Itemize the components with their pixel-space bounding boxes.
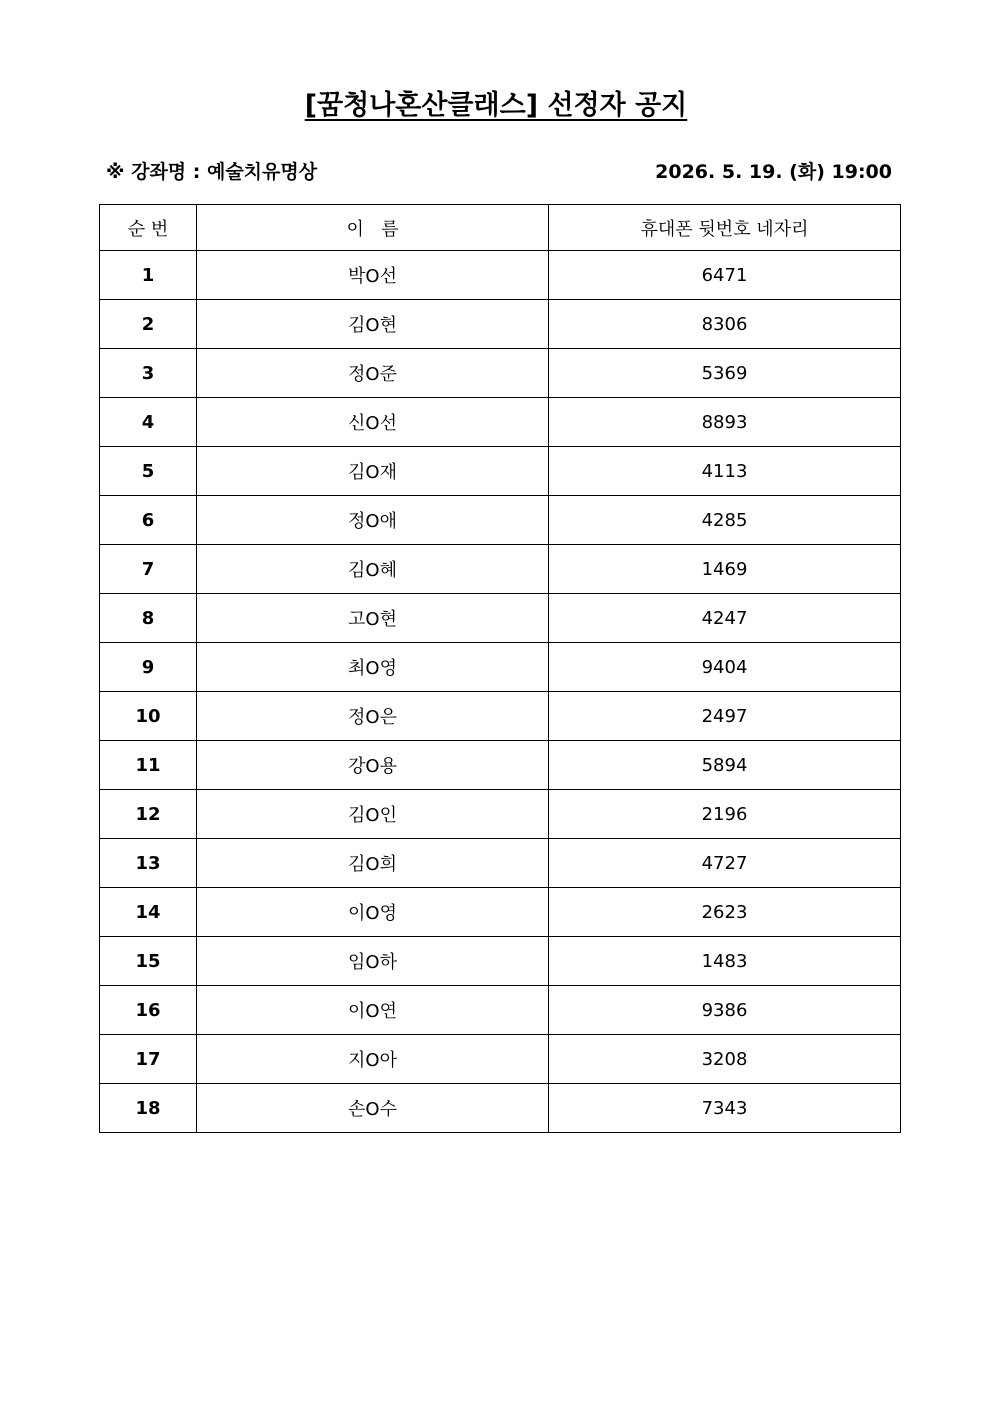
table-row	[100, 545, 901, 594]
row-phone: 2196	[549, 790, 901, 839]
table-row	[100, 888, 901, 937]
row-number: 10	[100, 692, 197, 741]
row-name: 고O현	[197, 594, 549, 643]
row-name: 김O혜	[197, 545, 549, 594]
row-number: 4	[100, 398, 197, 447]
header-phone: 휴대폰 뒷번호 네자리	[549, 205, 901, 251]
row-name: 김O인	[197, 790, 549, 839]
row-name: 정O은	[197, 692, 549, 741]
row-name: 강O용	[197, 741, 549, 790]
row-number: 18	[100, 1084, 197, 1133]
table-row	[100, 447, 901, 496]
table-row	[100, 937, 901, 986]
row-number: 12	[100, 790, 197, 839]
row-number: 8	[100, 594, 197, 643]
selected-participants-table	[99, 204, 901, 1133]
row-phone: 2623	[549, 888, 901, 937]
row-number: 16	[100, 986, 197, 1035]
row-name: 김O희	[197, 839, 549, 888]
table-header-row	[100, 205, 901, 251]
row-phone: 4727	[549, 839, 901, 888]
row-phone: 2497	[549, 692, 901, 741]
table-row	[100, 741, 901, 790]
class-datetime: 2026. 5. 19. (화) 19:00	[655, 161, 892, 183]
course-name: ※ 강좌명 : 예술치유명상	[106, 161, 318, 183]
row-phone: 8306	[549, 300, 901, 349]
row-number: 14	[100, 888, 197, 937]
row-number: 3	[100, 349, 197, 398]
row-number: 11	[100, 741, 197, 790]
table-row	[100, 1035, 901, 1084]
table-row	[100, 251, 901, 300]
row-phone: 4285	[549, 496, 901, 545]
row-number: 5	[100, 447, 197, 496]
table-row	[100, 398, 901, 447]
table-row	[100, 349, 901, 398]
row-name: 정O준	[197, 349, 549, 398]
row-name: 김O현	[197, 300, 549, 349]
header-name: 이 름	[197, 205, 549, 251]
row-phone: 1483	[549, 937, 901, 986]
table-row	[100, 839, 901, 888]
row-phone: 9386	[549, 986, 901, 1035]
row-phone: 6471	[549, 251, 901, 300]
row-phone: 9404	[549, 643, 901, 692]
row-name: 손O수	[197, 1084, 549, 1133]
row-phone: 4247	[549, 594, 901, 643]
row-number: 1	[100, 251, 197, 300]
table-row	[100, 986, 901, 1035]
row-number: 9	[100, 643, 197, 692]
header-number: 순 번	[100, 205, 197, 251]
row-phone: 5369	[549, 349, 901, 398]
table-row	[100, 1084, 901, 1133]
page-title-text: [꿈청나혼산클래스] 선정자 공지	[304, 90, 688, 121]
row-phone: 7343	[549, 1084, 901, 1133]
row-name: 박O선	[197, 251, 549, 300]
table-row	[100, 300, 901, 349]
row-number: 17	[100, 1035, 197, 1084]
row-name: 최O영	[197, 643, 549, 692]
row-number: 13	[100, 839, 197, 888]
table-row	[100, 496, 901, 545]
table-row	[100, 692, 901, 741]
row-name: 임O하	[197, 937, 549, 986]
row-number: 6	[100, 496, 197, 545]
row-number: 7	[100, 545, 197, 594]
row-name: 지O아	[197, 1035, 549, 1084]
page-title	[0, 88, 992, 124]
row-phone: 3208	[549, 1035, 901, 1084]
row-phone: 4113	[549, 447, 901, 496]
row-phone: 8893	[549, 398, 901, 447]
row-number: 15	[100, 937, 197, 986]
row-number: 2	[100, 300, 197, 349]
table-row	[100, 643, 901, 692]
row-phone: 5894	[549, 741, 901, 790]
row-name: 정O애	[197, 496, 549, 545]
row-name: 신O선	[197, 398, 549, 447]
table-row	[100, 594, 901, 643]
row-name: 김O재	[197, 447, 549, 496]
row-name: 이O연	[197, 986, 549, 1035]
row-name: 이O영	[197, 888, 549, 937]
table-row	[100, 790, 901, 839]
row-phone: 1469	[549, 545, 901, 594]
